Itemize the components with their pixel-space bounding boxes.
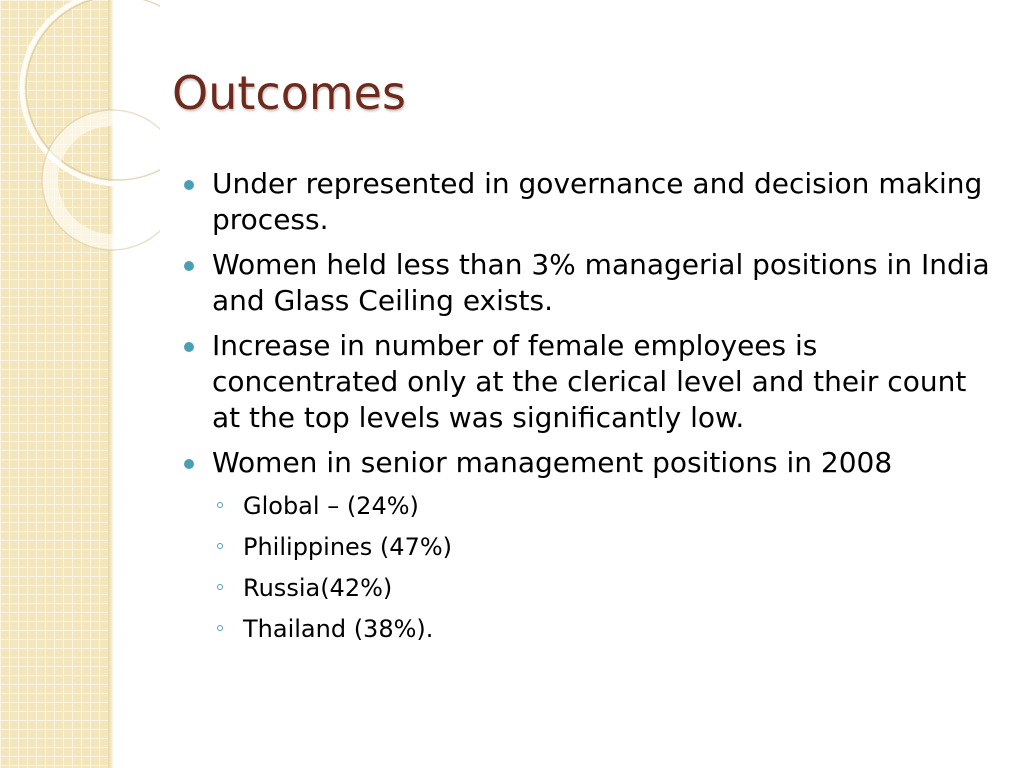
sub-bullet-list bbox=[182, 490, 992, 645]
bullet-dot-icon bbox=[184, 459, 194, 469]
sub-bullet-text: Philippines (47%) bbox=[243, 533, 453, 561]
sub-bullet-item bbox=[182, 572, 992, 604]
bullet-item bbox=[182, 247, 992, 319]
sub-bullet-text: Thailand (38%). bbox=[243, 615, 434, 643]
bullet-item bbox=[182, 445, 992, 481]
bullet-text: Women held less than 3% managerial positions in India and Glass Ceiling exists. bbox=[212, 248, 990, 317]
sub-bullet-item bbox=[182, 531, 992, 563]
sub-bullet-item bbox=[182, 490, 992, 522]
sub-bullet-item bbox=[182, 613, 992, 645]
bullet-item bbox=[182, 166, 992, 238]
decorative-circle-large bbox=[22, 0, 160, 184]
sub-bullet-ring-icon bbox=[217, 625, 223, 631]
sub-bullet-text: Russia(42%) bbox=[243, 574, 393, 602]
bullet-dot-icon bbox=[184, 342, 194, 352]
bullet-text: Under represented in governance and decision making process. bbox=[212, 167, 983, 236]
bullet-text: Increase in number of female employees is concentrated only at the clerical level and their count at the top levels was significantly low. bbox=[212, 329, 967, 434]
bullet-dot-icon bbox=[184, 261, 194, 271]
slide-title: Outcomes bbox=[172, 66, 406, 120]
bullet-item bbox=[182, 328, 992, 436]
bullet-dot-icon bbox=[184, 180, 194, 190]
sub-bullet-text: Global – (24%) bbox=[243, 492, 419, 520]
sub-bullet-ring-icon bbox=[217, 543, 223, 549]
sub-bullet-ring-icon bbox=[217, 502, 223, 508]
bullet-list bbox=[182, 166, 992, 654]
sub-bullet-ring-icon bbox=[217, 584, 223, 590]
decorative-circles bbox=[0, 0, 160, 260]
bullet-text: Women in senior management positions in 2008 bbox=[212, 446, 893, 479]
